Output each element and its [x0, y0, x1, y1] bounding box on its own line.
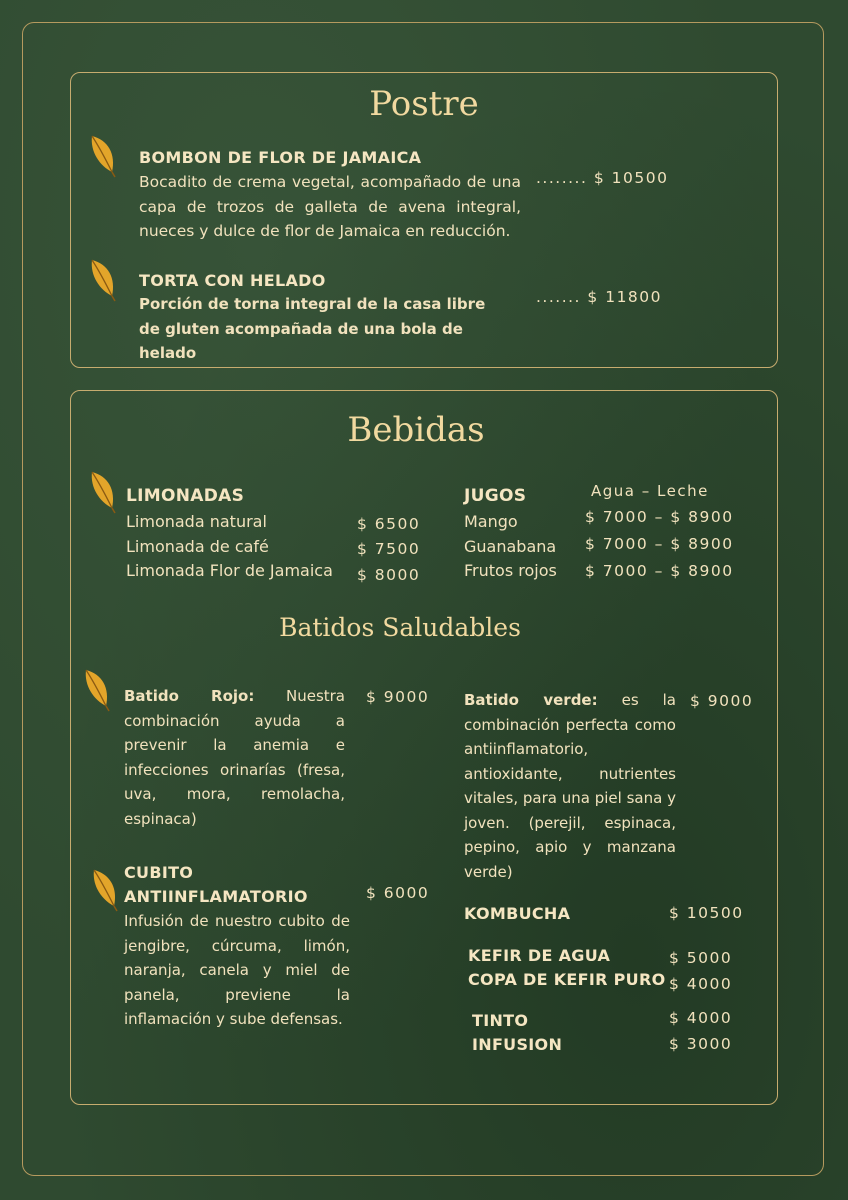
limonada-price: $ 7500 [357, 540, 421, 558]
cubito-name-line2: ANTIINFLAMATORIO [124, 887, 308, 906]
other-drink-name: COPA DE KEFIR PURO [468, 970, 666, 989]
other-drink-price: $ 3000 [669, 1035, 733, 1053]
jugo-price: $ 7000 – $ 8900 [585, 508, 734, 526]
other-drink-price: $ 10500 [669, 904, 744, 922]
limonada-price: $ 8000 [357, 566, 421, 584]
dessert-description: Bocadito de crema vegetal, acompañado de una capa de trozos de galleta de avena integral, nueces y dulce de flor de Jamaica en reducción. [139, 173, 521, 240]
dessert-price: ....... $ 11800 [536, 288, 663, 306]
batido-rojo-price: $ 9000 [366, 688, 430, 706]
batido-verde-description [464, 688, 676, 884]
dessert-price: ........ $ 10500 [536, 169, 669, 187]
batido-rojo-label: Batido Rojo: [124, 687, 255, 705]
jugo-name: Frutos rojos [464, 561, 557, 580]
jugo-name: Mango [464, 512, 518, 531]
other-drink-price: $ 4000 [669, 975, 733, 993]
bebidas-title: Bebidas [347, 410, 485, 450]
other-drink-name: KOMBUCHA [464, 904, 571, 923]
leaf-icon [90, 866, 120, 912]
batido-rojo-description [124, 684, 345, 831]
leaf-icon [88, 256, 118, 302]
limonadas-heading: LIMONADAS [126, 486, 245, 506]
cubito-name-line1: CUBITO [124, 863, 194, 882]
dessert-description: Porción de torna integral de la casa libre de gluten acompañada de una bola de helado [139, 295, 486, 362]
dessert-name: BOMBON DE FLOR DE JAMAICA [139, 148, 422, 167]
leaf-icon [88, 468, 118, 514]
dessert-name: TORTA CON HELADO [139, 271, 326, 290]
limonada-name: Limonada natural [126, 512, 267, 531]
batido-rojo-text: Nuestra combinación ayuda a prevenir la anemia e infecciones orinarías (fresa, uva, mora, remolacha, espinaca) [124, 687, 345, 828]
limonada-name: Limonada de café [126, 537, 269, 556]
cubito-description: Infusión de nuestro cubito de jengibre, cúrcuma, limón, naranja, canela y miel de panela, previene la inflamación y sube defensas. [124, 912, 350, 1028]
limonada-price: $ 6500 [357, 515, 421, 533]
leaf-icon [88, 132, 118, 178]
batido-verde-label: Batido verde: [464, 691, 598, 709]
other-drink-price: $ 4000 [669, 1009, 733, 1027]
batidos-title: Batidos Saludables [279, 613, 521, 642]
other-drink-name: TINTO [472, 1011, 529, 1030]
cubito-price: $ 6000 [366, 884, 430, 902]
jugo-name: Guanabana [464, 537, 557, 556]
batido-verde-text: es la combinación perfecta como antiinflamatorio, antioxidante, nutrientes vitales, para una piel sana y joven. (perejil, espinaca, pepino, apio y manzana verde) [464, 691, 676, 881]
other-drink-name: INFUSION [472, 1035, 563, 1054]
leaf-icon [82, 666, 112, 712]
jugos-columns-label: Agua – Leche [591, 482, 709, 500]
jugos-heading: JUGOS [464, 486, 527, 506]
other-drink-price: $ 5000 [669, 949, 733, 967]
batido-verde-price: $ 9000 [690, 692, 754, 710]
jugo-price: $ 7000 – $ 8900 [585, 535, 734, 553]
jugo-price: $ 7000 – $ 8900 [585, 562, 734, 580]
postre-title: Postre [369, 84, 479, 124]
other-drink-name: KEFIR DE AGUA [468, 946, 611, 965]
limonada-name: Limonada Flor de Jamaica [126, 561, 333, 580]
